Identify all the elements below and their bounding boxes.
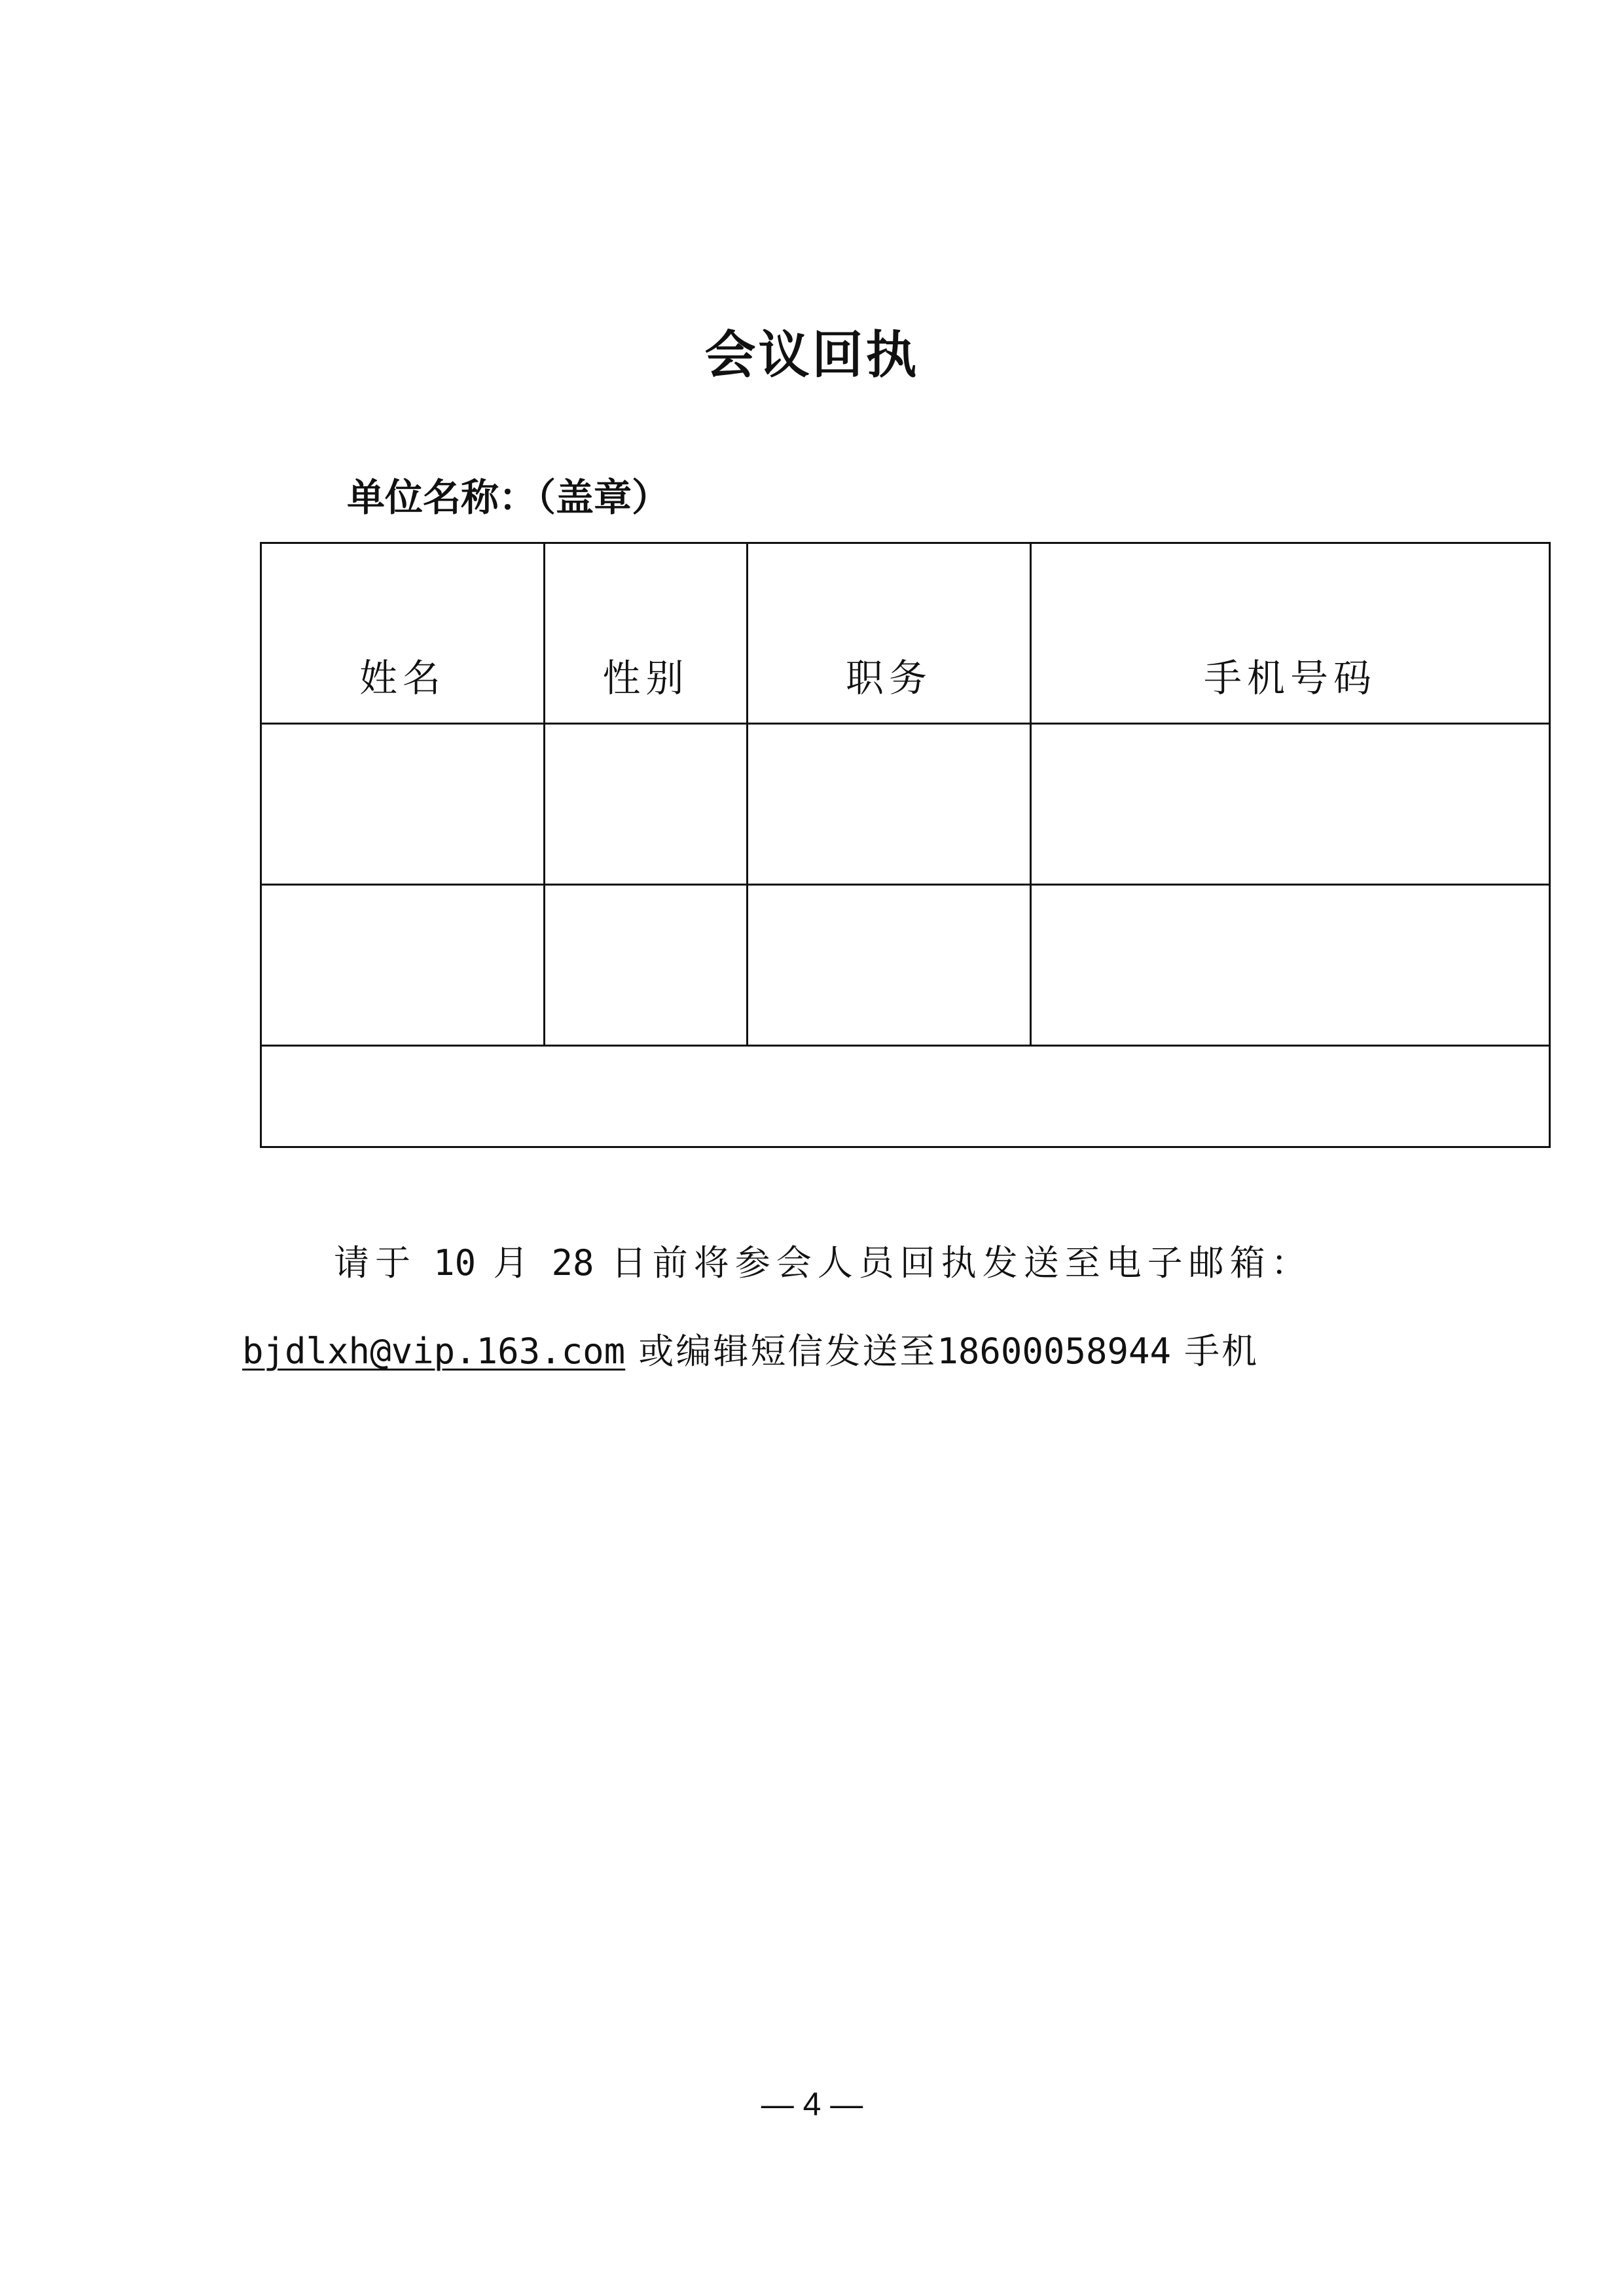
table-row <box>261 885 1550 1046</box>
document-title: 会议回执 <box>704 326 920 385</box>
notice-line-2 <box>242 1322 1545 1381</box>
cell-gender[interactable] <box>545 724 748 885</box>
cell-name[interactable] <box>261 724 545 885</box>
header-name: 姓名 <box>261 543 545 724</box>
contact-phone-number: 18600058944 <box>937 1331 1171 1372</box>
table-note-row <box>261 1046 1550 1147</box>
notice-line-1 <box>242 1234 1624 1293</box>
deadline-month: 10 <box>433 1242 477 1283</box>
table-row <box>261 724 1550 885</box>
cell-position[interactable] <box>748 885 1031 1046</box>
organization-name-label: 单位名称：（盖章） <box>347 475 670 520</box>
deadline-day: 28 <box>551 1242 594 1283</box>
header-position: 职务 <box>748 543 1031 724</box>
attendee-receipt-table <box>260 542 1551 1148</box>
notice-sms-text: 或编辑短信发送至 <box>638 1331 937 1372</box>
cell-name[interactable] <box>261 885 545 1046</box>
cell-position[interactable] <box>748 724 1031 885</box>
notice-prefix: 请于 <box>334 1242 416 1283</box>
cell-note[interactable] <box>261 1046 1550 1147</box>
cell-gender[interactable] <box>545 885 748 1046</box>
contact-email-link[interactable]: bjdlxh@vip.163.com <box>242 1331 626 1372</box>
cell-phone[interactable] <box>1031 885 1550 1046</box>
notice-phone-suffix: 手机 <box>1184 1331 1259 1372</box>
page-number: — 4 — <box>761 2086 863 2123</box>
header-gender: 性别 <box>545 543 748 724</box>
notice-suffix: 日前将参会人员回执发送至电子邮箱： <box>611 1242 1312 1283</box>
deadline-month-unit: 月 <box>493 1242 535 1283</box>
cell-phone[interactable] <box>1031 724 1550 885</box>
header-phone: 手机号码 <box>1031 543 1550 724</box>
table-header-row <box>261 543 1550 724</box>
